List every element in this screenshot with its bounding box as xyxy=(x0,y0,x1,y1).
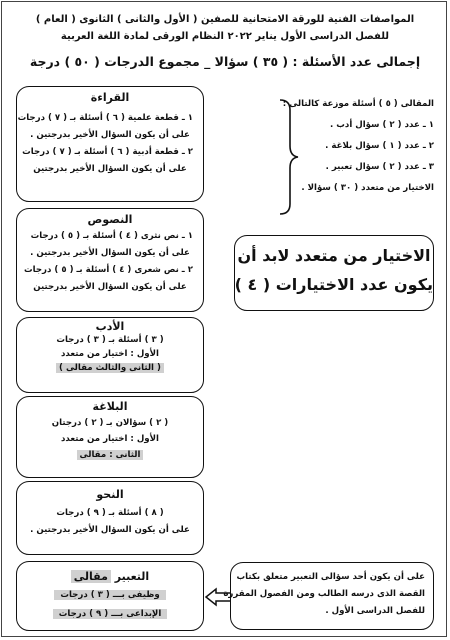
composition-line-2-label: الإبداعى بـــ xyxy=(111,609,162,619)
literature-line-2: الأول : اختيار من متعدد xyxy=(61,349,159,359)
essay-intro: المقالى ( ٥ ) أسئلة موزعة كالتالى : xyxy=(282,99,434,109)
essay-mcq: الاختيار من متعدد ( ٣٠ ) سؤالا . xyxy=(301,183,434,193)
texts-box xyxy=(16,208,204,312)
texts-line-4: على أن يكون السؤال الأخير بدرجتين xyxy=(33,282,187,292)
grammar-title: النحو xyxy=(96,488,124,501)
mcq-note-box xyxy=(234,235,434,311)
essay-item-1: ١ ـ عدد ( ٢ ) سؤال أدب . xyxy=(330,120,434,130)
composition-line-1-label: وظيفى بـــ xyxy=(112,590,160,600)
reading-line-3: ٢ ـ قطعة أدبية ( ٦ ) أسئلة بـ ( ٧ ) درجات xyxy=(22,147,193,157)
composition-line-1 xyxy=(54,590,165,600)
rhetoric-title: البلاغة xyxy=(92,400,128,413)
literature-line-3: ( الثانى والثالث مقالى ) xyxy=(56,363,164,373)
mcq-note-line-1: الاختيار من متعدد لابد أن xyxy=(237,246,431,265)
grammar-line-2: على أن يكون السؤال الأخير بدرجتين . xyxy=(30,525,190,535)
composition-line-2 xyxy=(53,609,168,619)
literature-title: الأدب xyxy=(95,320,125,333)
header-line-2: للفصل الدراسى الأول يناير ٢٠٢٢ النظام الورقى لمادة اللغة العربية xyxy=(60,31,390,42)
texts-line-3: ٢ ـ نص شعرى ( ٤ ) أسئلة بـ ( ٥ ) درجات xyxy=(24,265,193,275)
composition-note-box xyxy=(223,562,434,630)
texts-line-2: على أن يكون السؤال الأخير بدرجتين . xyxy=(30,248,190,258)
reading-box xyxy=(16,86,204,202)
essay-item-3: ٣ ـ عدد ( ٢ ) سؤال تعبير . xyxy=(325,162,434,172)
mcq-note-line-2: يكون عدد الاختيارات ( ٤ ) xyxy=(234,275,433,294)
composition-tag: مقالى xyxy=(71,570,111,583)
rhetoric-line-3 xyxy=(77,450,144,460)
rhetoric-line-1: ( ٢ ) سؤالان بـ ( ٢ ) درجتان xyxy=(51,418,169,428)
grammar-line-1: ( ٨ ) أسئلة بـ ( ٩ ) درجات xyxy=(56,508,164,518)
composition-note-line-2: القصة الذى درسه الطالب ومن الفصول المقررة xyxy=(223,589,425,599)
reading-line-1: ١ ـ قطعة علمية ( ٦ ) أسئلة بـ ( ٧ ) درجات xyxy=(17,113,193,123)
summary-line: إجمالى عدد الأسئلة : ( ٣٥ ) سؤالا _ مجموع الدرجات ( ٥٠ ) درجة xyxy=(29,54,421,69)
curly-bracket-icon xyxy=(276,98,302,216)
reading-line-2: على أن يكون السؤال الأخير بدرجتين . xyxy=(30,130,190,140)
composition-line-2-value: ( ٩ ) درجات xyxy=(58,609,109,619)
header-line-1: المواصفات الفنية للورقة الامتحانية للصفين ( الأول والثانى ) الثانوى ( العام ) xyxy=(35,14,415,25)
reading-line-4: على أن يكون السؤال الأخير بدرجتين xyxy=(33,164,187,174)
texts-line-1: ١ ـ نص نثرى ( ٤ ) أسئلة بـ ( ٥ ) درجات xyxy=(30,231,193,241)
literature-box xyxy=(16,317,204,393)
composition-note-line-3: للفصل الدراسى الأول . xyxy=(325,606,425,616)
reading-title: القراءة xyxy=(90,91,130,104)
composition-box xyxy=(16,561,204,631)
essay-distribution xyxy=(282,96,434,197)
texts-title: النصوص xyxy=(87,213,133,226)
rhetoric-line-2: الأول : اختيار من متعدد xyxy=(61,434,159,444)
rhetoric-line-3-value: مقالى xyxy=(79,450,107,460)
grammar-box xyxy=(16,481,204,555)
rhetoric-box xyxy=(16,396,204,478)
composition-line-1-value: ( ٣ ) درجات xyxy=(60,590,110,600)
composition-title: التعبير xyxy=(114,570,150,583)
composition-note-line-1: على أن يكون أحد سؤالى التعبير متعلق بكتاب xyxy=(236,572,425,582)
essay-item-2: ٢ ـ عدد ( ١ ) سؤال بلاغة . xyxy=(325,141,434,151)
literature-line-1: ( ٣ ) أسئلة بـ ( ٣ ) درجات xyxy=(56,335,164,345)
rhetoric-line-3-label: الثانى : xyxy=(109,450,141,460)
